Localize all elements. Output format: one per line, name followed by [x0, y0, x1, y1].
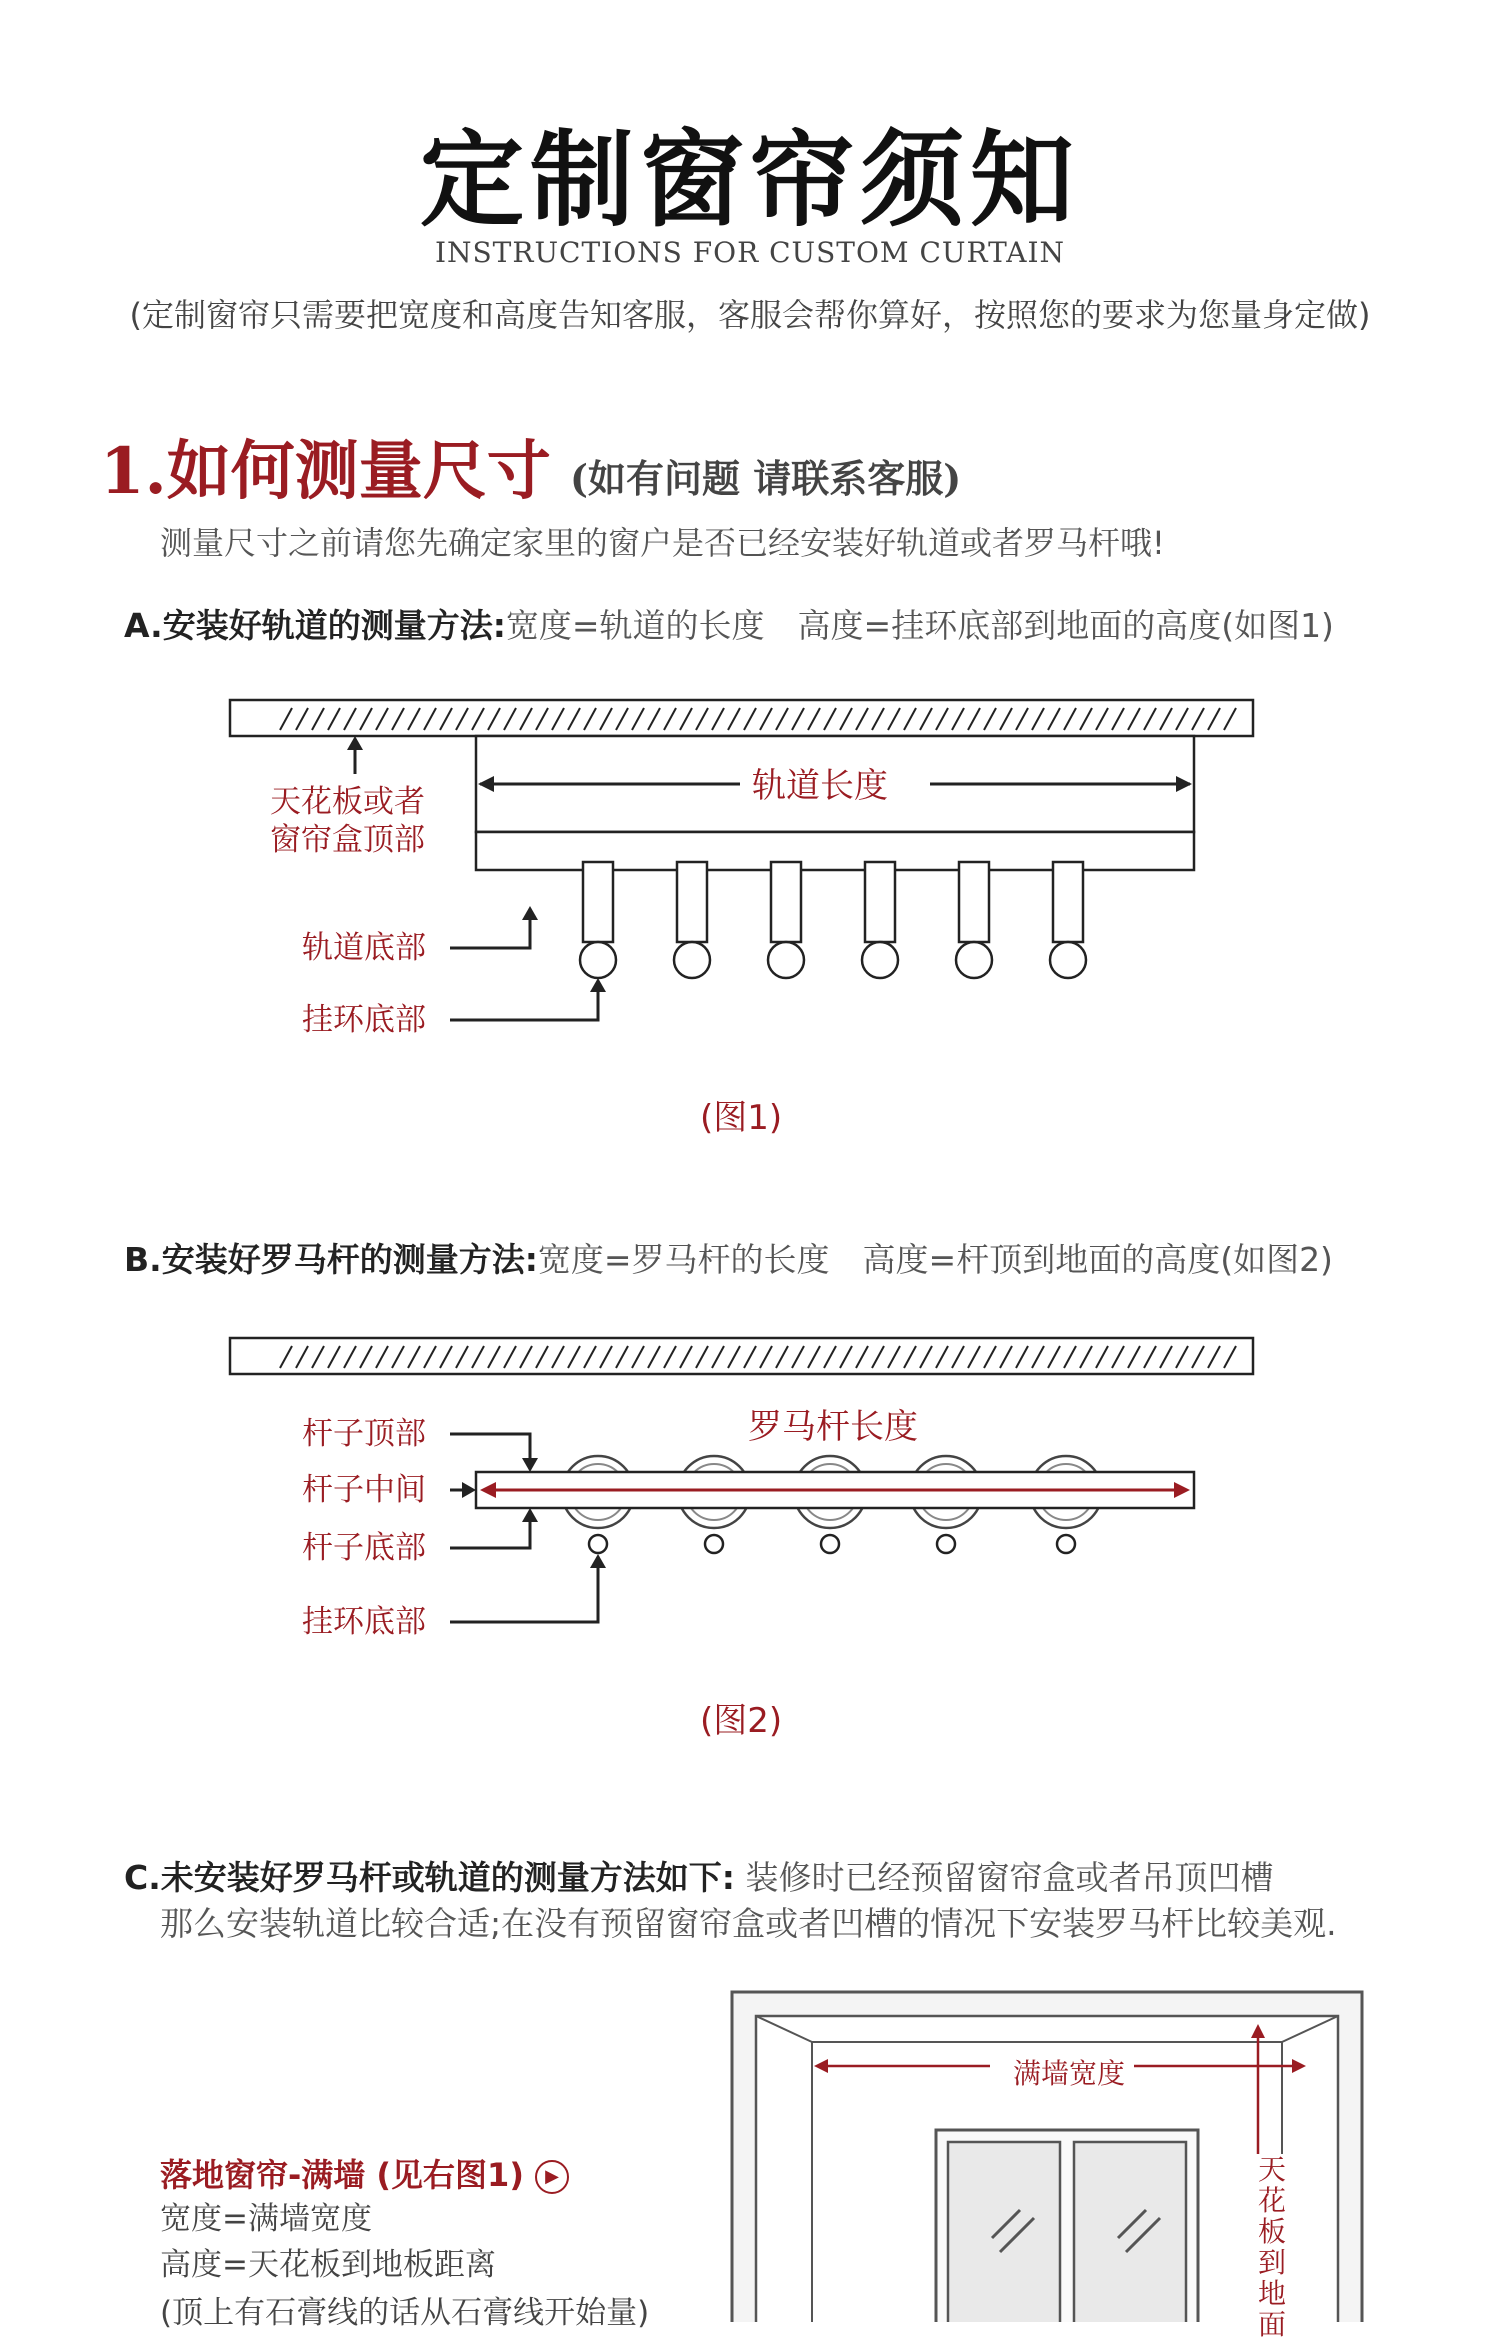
rod-top-label: 杆子顶部 [302, 1416, 426, 1452]
wall-width-label: 满墙宽度 [1013, 2057, 1126, 2090]
intro-text: (定制窗帘只需要把宽度和高度告知客服，客服会帮你算好，按照您的要求为您量身定做) [129, 296, 1371, 334]
hook-ring [1050, 942, 1086, 978]
hook-stem [771, 862, 801, 942]
page-title: 定制窗帘须知 [419, 118, 1080, 241]
rod-ring-eye [821, 1535, 839, 1553]
rod-ring-eye [589, 1535, 607, 1553]
method-c-desc-1: 装修时已经预留窗帘盒或者吊顶凹槽 [745, 1858, 1274, 1897]
hook-stem [1053, 862, 1083, 942]
hook-stem [677, 862, 707, 942]
hook-ring [768, 942, 804, 978]
page-subtitle-en: INSTRUCTIONS FOR CUSTOM CURTAIN [434, 236, 1066, 269]
track-diagram [0, 690, 1500, 1050]
figure-1-caption: (图1) [700, 1098, 783, 1138]
width-rule: 宽度=满墙宽度 [160, 2201, 372, 2237]
method-c-desc-2: 那么安装轨道比较合适;在没有预留窗帘盒或者凹槽的情况下安装罗马杆比较美观. [160, 1904, 1337, 1943]
hook-ring [580, 942, 616, 978]
rod-ring-eye [937, 1535, 955, 1553]
rod-ring-eye [1057, 1535, 1075, 1553]
rod-bottom-label: 杆子底部 [302, 1530, 426, 1566]
ring-bottom-label-2: 挂环底部 [302, 1604, 426, 1640]
full-wall-heading-text: 落地窗帘-满墙 (见右图1) [160, 2156, 524, 2194]
track-bottom-label: 轨道底部 [302, 930, 426, 966]
rod-diagram [0, 1330, 1500, 1660]
ceiling-to-floor-label: 天花板到地面 [1257, 2153, 1286, 2341]
full-wall-heading [160, 2150, 569, 2196]
rod-ring-eye [705, 1535, 723, 1553]
arrow-circle-icon: ▶ [535, 2160, 569, 2194]
ring-bottom-label: 挂环底部 [302, 1002, 426, 1038]
section-title: 1.如何测量尺寸 [100, 434, 551, 509]
hook-stem [865, 862, 895, 942]
method-c-label: C.未安装好罗马杆或轨道的测量方法如下: [124, 1858, 735, 1897]
figure-2-caption: (图2) [700, 1701, 783, 1741]
method-a-desc: 宽度=轨道的长度 高度=挂环底部到地面的高度(如图1) [505, 606, 1334, 645]
section-note: (如有问题 请联系客服) [570, 456, 962, 501]
method-c [124, 1852, 1273, 1899]
method-b [124, 1234, 1333, 1281]
hook-stem [959, 862, 989, 942]
method-a [124, 600, 1334, 647]
ceiling-label-2: 窗帘盒顶部 [270, 822, 425, 858]
ceiling-label-1: 天花板或者 [270, 784, 425, 820]
method-b-label: B.安装好罗马杆的测量方法: [124, 1240, 538, 1279]
method-a-label: A.安装好轨道的测量方法: [124, 606, 506, 645]
hook-ring [674, 942, 710, 978]
method-b-desc: 宽度=罗马杆的长度 高度=杆顶到地面的高度(如图2) [537, 1240, 1333, 1279]
track-length-label: 轨道长度 [752, 766, 888, 806]
height-rule: 高度=天花板到地板距离 [160, 2247, 496, 2283]
plaster-note: (顶上有石膏线的话从石膏线开始量) [160, 2295, 650, 2331]
section-subtitle: 测量尺寸之前请您先确定家里的窗户是否已经安装好轨道或者罗马杆哦! [160, 524, 1165, 562]
track-hooks [580, 862, 1086, 978]
rod-middle-label: 杆子中间 [302, 1472, 426, 1508]
hook-ring [956, 942, 992, 978]
rod-length-label: 罗马杆长度 [748, 1407, 918, 1447]
hook-ring [862, 942, 898, 978]
hook-stem [583, 862, 613, 942]
